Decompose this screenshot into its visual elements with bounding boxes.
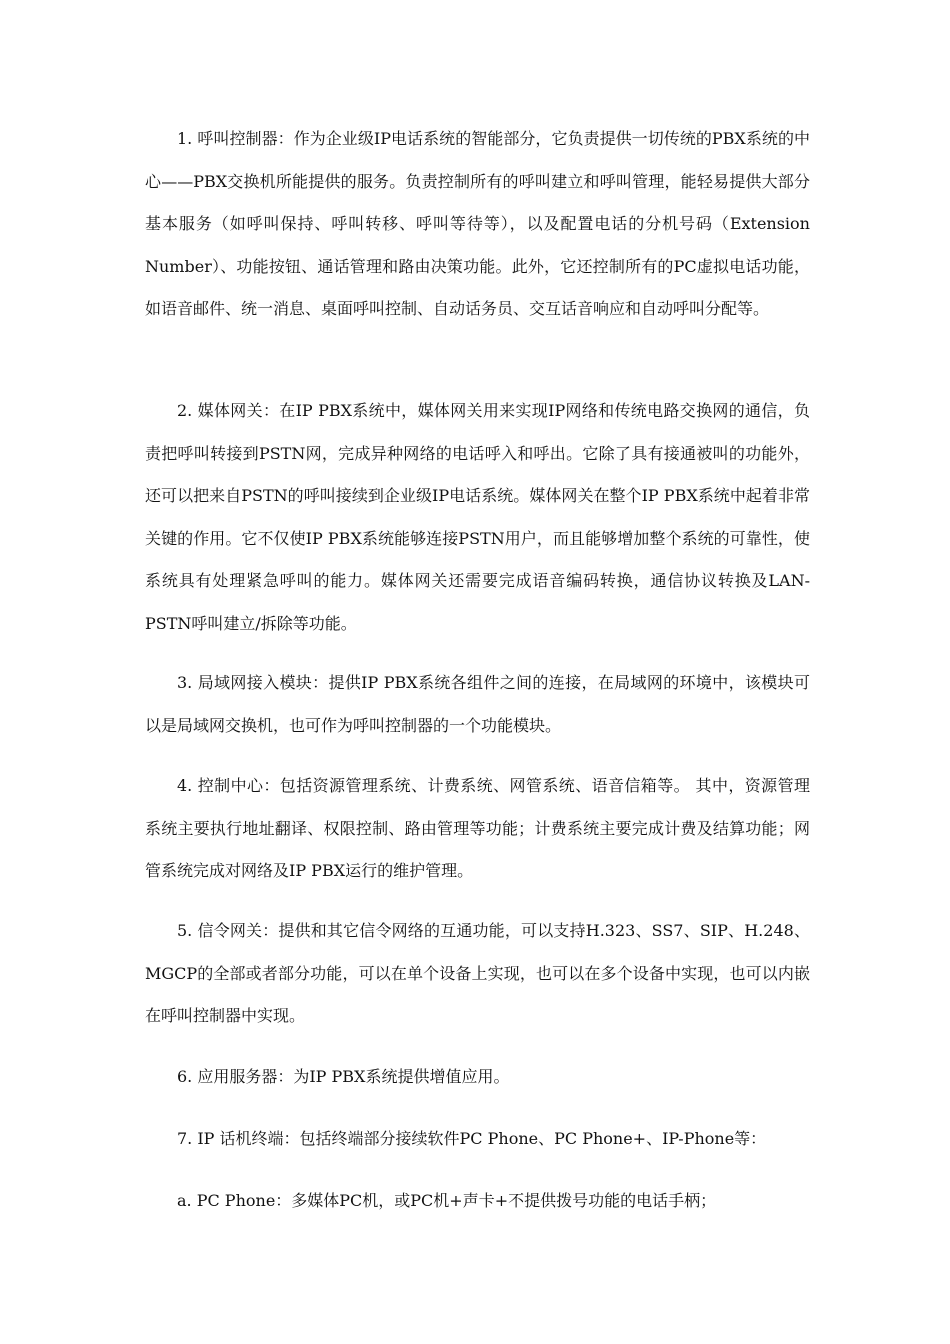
paragraph-application-server: 6. 应用服务器：为IP PBX系统提供增值应用。 [177,1067,510,1086]
paragraph-lan-access-module: 3. 局域网接入模块：提供IP PBX系统各组件之间的连接，在局域网的环境中，该模块可以是局域网交换机，也可作为呼叫控制器的一个功能模块。 [145,673,810,735]
paragraph-ip-phone-terminal: 7. IP 话机终端：包括终端部分接续软件PC Phone、PC Phone+、IP-Phone等： [177,1129,767,1148]
paragraph-media-gateway: 2. 媒体网关：在IP PBX系统中，媒体网关用来实现IP网络和传统电路交换网的通信，负责把呼叫转接到PSTN网，完成异种网络的电话呼入和呼出。它除了具有接通被叫的功能外，还可以把来自PSTN的呼叫接续到企业级IP电话系统。媒体网关在整个IP PBX系统中起着非常关键的作用。它不仅使IP PBX系统能够连接PSTN用户，而且能够增加整个系统的可靠性，使系统具有处理紧急呼叫的能力。媒体网关还需要完成语音编码转换，通信协议转换及LAN-PSTN呼叫建立/拆除等功能。 [145,401,810,633]
paragraph-call-controller: 1. 呼叫控制器：作为企业级IP电话系统的智能部分，它负责提供一切传统的PBX系统的中心——PBX交换机所能提供的服务。负责控制所有的呼叫建立和呼叫管理，能轻易提供大部分基本服务（如呼叫保持、呼叫转移、呼叫等待等），以及配置电话的分机号码（Extension Number）、功能按钮、通话管理和路由决策功能。此外，它还控制所有的PC虚拟电话功能，如语音邮件、统一消息、桌面呼叫控制、自动话务员、交互话音响应和自动呼叫分配等。 [145,129,810,318]
paragraph-pc-phone: a. PC Phone：多媒体PC机，或PC机+声卡+不提供拨号功能的电话手柄； [177,1191,717,1210]
paragraph-control-center: 4. 控制中心：包括资源管理系统、计费系统、网管系统、语音信箱等。 其中，资源管理系统主要执行地址翻译、权限控制、路由管理等功能；计费系统主要完成计费及结算功能；网管系统完成对网络及IP PBX运行的维护管理。 [145,776,810,880]
paragraph-signaling-gateway: 5. 信令网关：提供和其它信令网络的互通功能，可以支持H.323、SS7、SIP、H.248、MGCP的全部或者部分功能，可以在单个设备上实现，也可以在多个设备中实现，也可以内嵌在呼叫控制器中实现。 [145,921,810,1025]
